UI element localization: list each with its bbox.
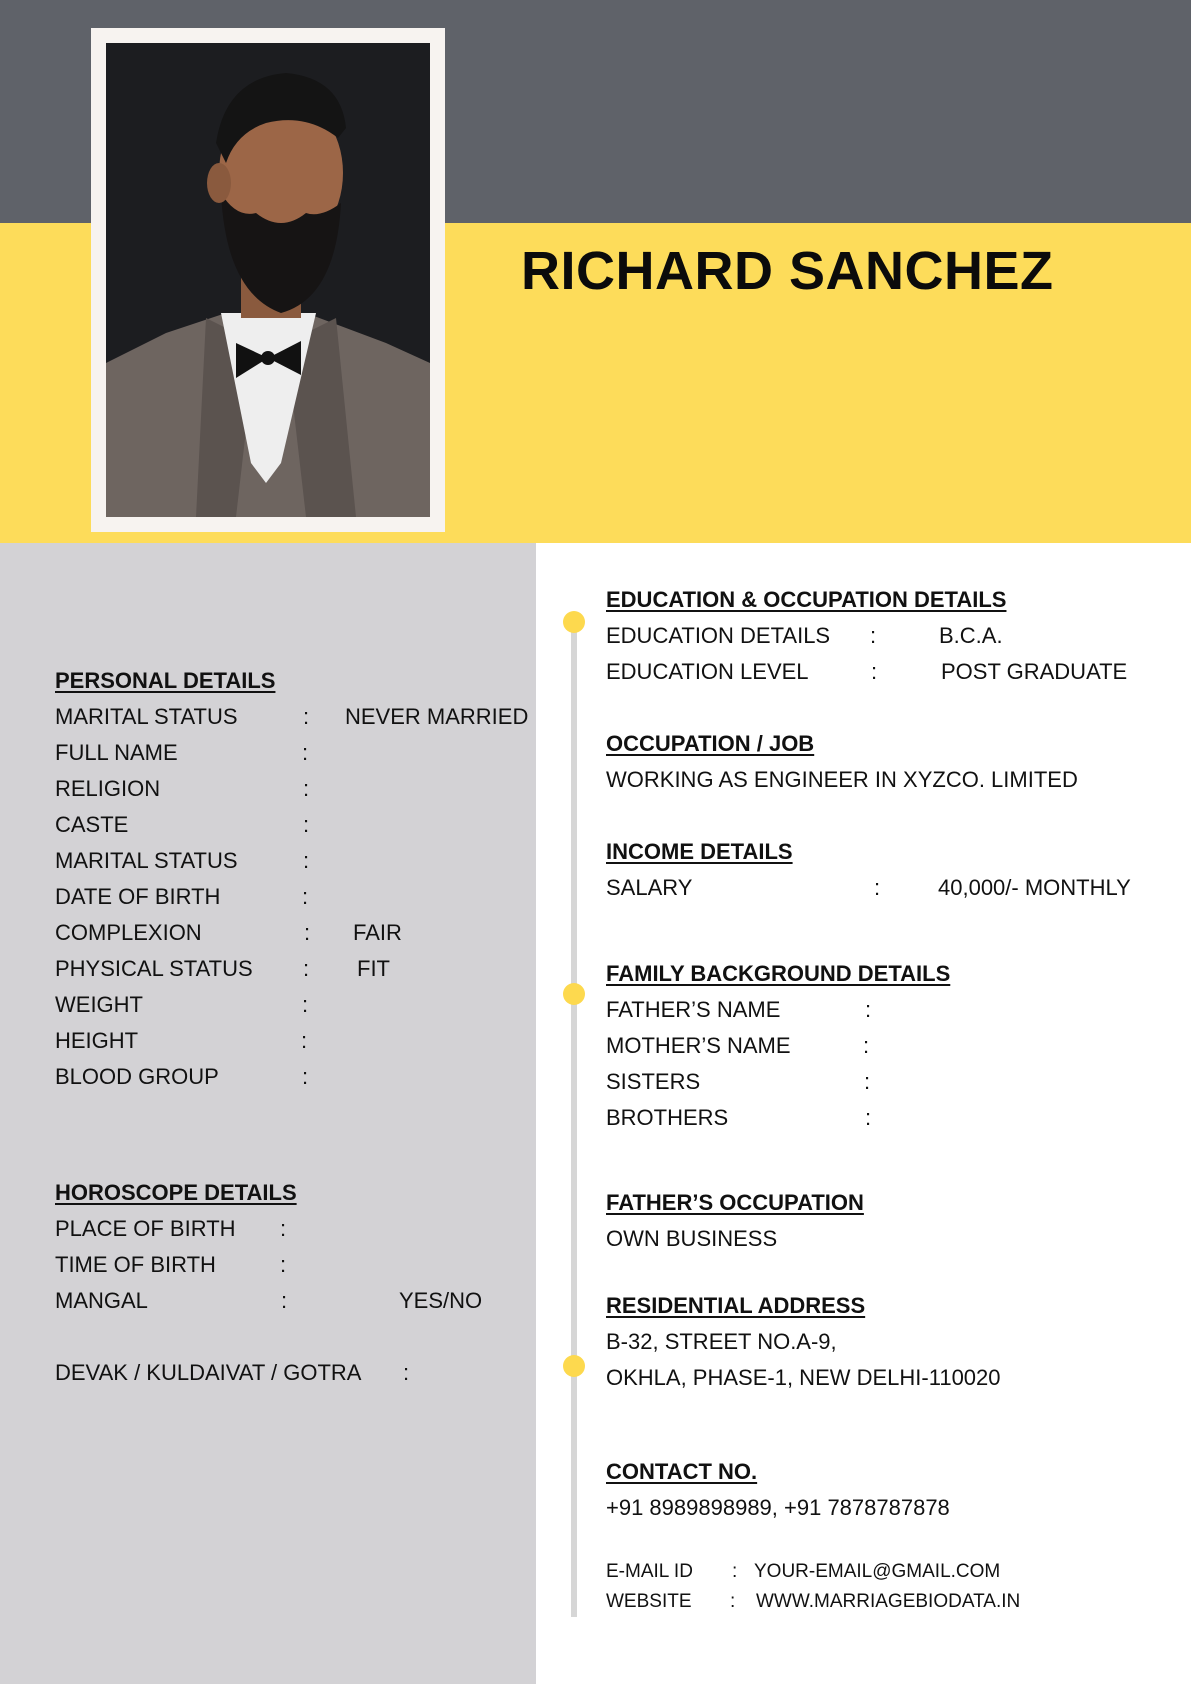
row-label: EDUCATION LEVEL bbox=[606, 659, 809, 684]
row-value: FAIR bbox=[353, 920, 402, 945]
row-separator: : bbox=[304, 920, 311, 945]
income-heading: INCOME DETAILS bbox=[606, 839, 793, 864]
website-label: WEBSITE bbox=[606, 1591, 692, 1612]
timeline-dot-icon bbox=[563, 1355, 585, 1377]
row-label: SISTERS bbox=[606, 1069, 701, 1094]
row-label: CASTE bbox=[55, 812, 129, 837]
row-separator: : bbox=[302, 1064, 309, 1089]
row-separator: : bbox=[870, 623, 877, 648]
row-separator: : bbox=[303, 812, 310, 837]
row-label: TIME OF BIRTH bbox=[55, 1252, 216, 1277]
row-separator: : bbox=[303, 776, 310, 801]
row-label: MARITAL STATUS bbox=[55, 704, 238, 729]
row-label: DEVAK / KULDAIVAT / GOTRA bbox=[55, 1360, 362, 1385]
portrait-photo bbox=[106, 43, 430, 517]
education-heading: EDUCATION & OCCUPATION DETAILS bbox=[606, 587, 1007, 612]
row-separator: : bbox=[303, 956, 310, 981]
personal-details-heading: PERSONAL DETAILS bbox=[55, 668, 276, 693]
website-link[interactable]: WWW.MARRIAGEBIODATA.IN bbox=[756, 1591, 1021, 1612]
row-separator: : bbox=[280, 1216, 287, 1241]
profile-name: RICHARD SANCHEZ bbox=[521, 241, 1054, 301]
row-value: POST GRADUATE bbox=[941, 659, 1128, 684]
row-label: BLOOD GROUP bbox=[55, 1064, 219, 1089]
row-value: FIT bbox=[357, 956, 390, 981]
photo-frame bbox=[91, 28, 445, 532]
row-label: EDUCATION DETAILS bbox=[606, 623, 831, 648]
row-label: MARITAL STATUS bbox=[55, 848, 238, 873]
row-value: 40,000/- MONTHLY bbox=[938, 875, 1131, 900]
row-separator: : bbox=[301, 1028, 308, 1053]
row-separator: : bbox=[303, 704, 310, 729]
row-label: PHYSICAL STATUS bbox=[55, 956, 253, 981]
row-label: MANGAL bbox=[55, 1288, 148, 1313]
occupation-heading: OCCUPATION / JOB bbox=[606, 731, 815, 756]
row-separator: : bbox=[302, 884, 309, 909]
row-separator: : bbox=[281, 1288, 288, 1313]
row-separator: : bbox=[865, 997, 872, 1022]
address-heading: RESIDENTIAL ADDRESS bbox=[606, 1293, 866, 1318]
row-label: COMPLEXION bbox=[55, 920, 202, 945]
timeline-line bbox=[571, 621, 577, 1617]
row-separator: : bbox=[302, 740, 309, 765]
row-value: B.C.A. bbox=[939, 623, 1003, 648]
row-label: FATHER’S NAME bbox=[606, 997, 781, 1022]
website-separator: : bbox=[730, 1591, 736, 1612]
row-separator: : bbox=[403, 1360, 410, 1385]
row-separator: : bbox=[864, 1069, 871, 1094]
contact-phones: +91 8989898989, +91 7878787878 bbox=[606, 1495, 950, 1520]
contact-heading: CONTACT NO. bbox=[606, 1459, 758, 1484]
family-heading: FAMILY BACKGROUND DETAILS bbox=[606, 961, 951, 986]
email-label: E-MAIL ID bbox=[606, 1561, 693, 1582]
row-separator: : bbox=[871, 659, 878, 684]
row-label: RELIGION bbox=[55, 776, 161, 801]
row-label: PLACE OF BIRTH bbox=[55, 1216, 236, 1241]
row-separator: : bbox=[863, 1033, 870, 1058]
timeline-dot-icon bbox=[563, 611, 585, 633]
email-separator: : bbox=[732, 1561, 738, 1582]
portrait-illustration-icon bbox=[106, 43, 430, 517]
row-label: HEIGHT bbox=[55, 1028, 139, 1053]
address-line-1: B-32, STREET NO.A-9, bbox=[606, 1329, 837, 1354]
horoscope-details-heading: HOROSCOPE DETAILS bbox=[55, 1180, 297, 1205]
timeline-dot-icon bbox=[563, 983, 585, 1005]
father-occupation-heading: FATHER’S OCCUPATION bbox=[606, 1190, 864, 1215]
row-separator: : bbox=[303, 848, 310, 873]
row-label: FULL NAME bbox=[55, 740, 178, 765]
row-value: NEVER MARRIED bbox=[345, 704, 529, 729]
row-value: YES/NO bbox=[399, 1288, 483, 1313]
row-label: WEIGHT bbox=[55, 992, 143, 1017]
row-separator: : bbox=[865, 1105, 872, 1130]
row-label: SALARY bbox=[606, 875, 693, 900]
row-label: BROTHERS bbox=[606, 1105, 729, 1130]
row-separator: : bbox=[302, 992, 309, 1017]
occupation-text: WORKING AS ENGINEER IN XYZCO. LIMITED bbox=[606, 767, 1078, 792]
row-label: MOTHER’S NAME bbox=[606, 1033, 791, 1058]
row-separator: : bbox=[874, 875, 881, 900]
father-occupation-text: OWN BUSINESS bbox=[606, 1226, 778, 1251]
row-separator: : bbox=[280, 1252, 287, 1277]
address-line-2: OKHLA, PHASE-1, NEW DELHI-110020 bbox=[606, 1365, 1001, 1390]
email-link[interactable]: YOUR-EMAIL@GMAIL.COM bbox=[754, 1561, 1001, 1582]
row-label: DATE OF BIRTH bbox=[55, 884, 221, 909]
